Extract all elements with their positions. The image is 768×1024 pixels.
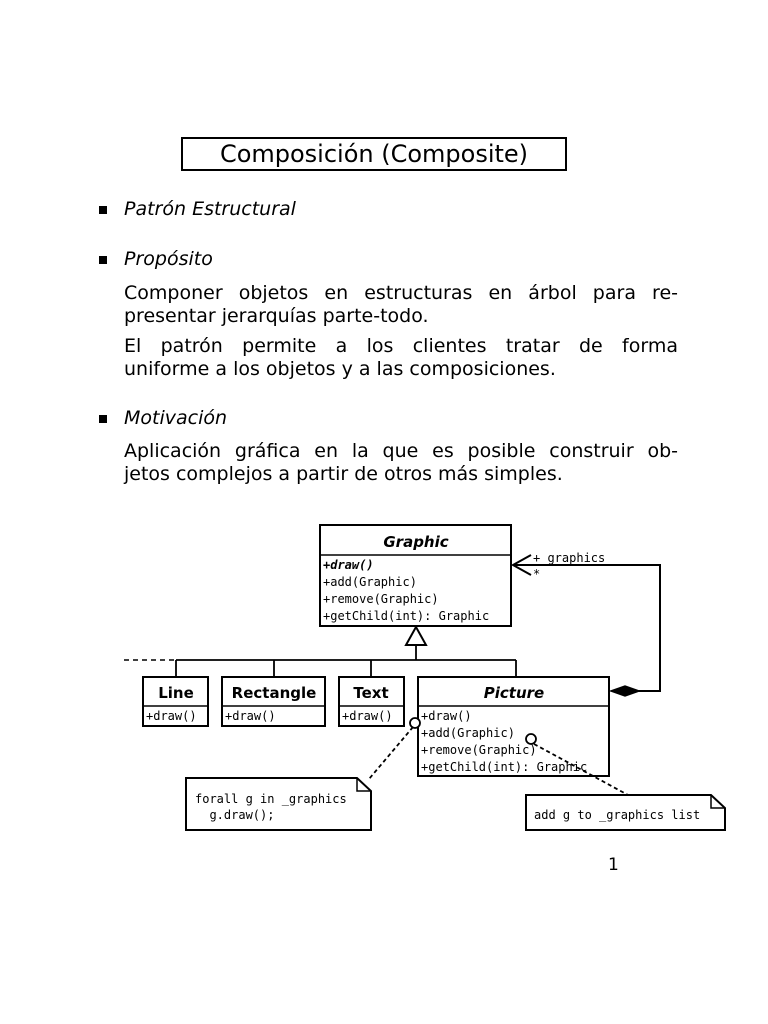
text-op: +draw()	[342, 709, 393, 723]
graphic-abstract-op: +draw()	[323, 558, 374, 572]
line-class-name: Line	[158, 684, 194, 702]
rectangle-op: +draw()	[225, 709, 276, 723]
page-number: 1	[608, 855, 619, 875]
page-title: Composición (Composite)	[181, 137, 567, 171]
text-line: Componer objetos en estructuras en árbol para re-	[124, 282, 678, 304]
graphic-class-name: Graphic	[383, 533, 449, 551]
note-draw-line: g.draw();	[195, 808, 275, 822]
text-line: Aplicación gráfica en la que es posible construir ob-	[124, 440, 678, 462]
note-add-text: add g to _graphics list	[534, 808, 701, 822]
picture-op: +remove(Graphic)	[421, 743, 537, 757]
text-line: uniforme a los objetos y a las composiciones.	[124, 358, 556, 380]
text-line: jetos complejos a partir de otros más simples.	[124, 463, 563, 485]
text-line: presentar jerarquías parte-todo.	[124, 305, 429, 327]
picture-op: +draw()	[421, 709, 472, 723]
rectangle-class-name: Rectangle	[231, 684, 317, 702]
note-draw-line: forall g in _graphics	[195, 792, 347, 806]
aggregation-diamond-icon	[611, 686, 639, 696]
picture-op: +add(Graphic)	[421, 726, 515, 740]
graphic-op: +remove(Graphic)	[323, 592, 439, 606]
heading-proposito: Propósito	[124, 248, 213, 270]
association-role: + graphics	[533, 551, 606, 565]
picture-op: +getChild(int): Graphic	[421, 760, 588, 774]
line-op: +draw()	[146, 709, 197, 723]
note-anchor-icon	[410, 718, 420, 728]
heading-motivacion: Motivación	[124, 407, 228, 429]
text-line: El patrón permite a los clientes tratar de forma	[124, 335, 678, 357]
graphic-op: +getChild(int): Graphic	[323, 609, 490, 623]
association-multiplicity: *	[533, 567, 541, 581]
heading-patron-estructural: Patrón Estructural	[124, 198, 296, 220]
inheritance-arrow-icon	[406, 627, 426, 645]
graphic-op: +add(Graphic)	[323, 575, 417, 589]
picture-class-name: Picture	[483, 684, 545, 702]
text-class-name: Text	[353, 684, 389, 702]
